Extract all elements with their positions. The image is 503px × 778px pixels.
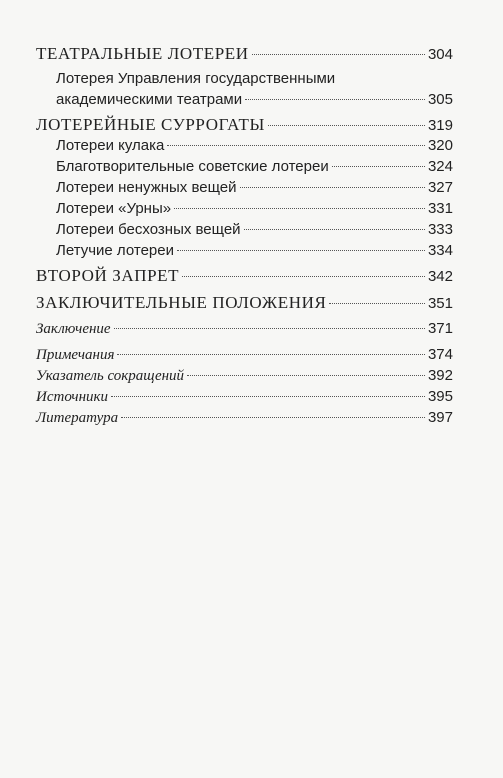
- toc-part-second-ban: [36, 266, 453, 286]
- toc-chapter: [56, 137, 453, 154]
- leader-dots: [187, 374, 425, 376]
- toc-page-number: 334: [427, 242, 453, 259]
- toc-chapter-title: Лотереи бесхозных вещей: [56, 221, 241, 238]
- toc-chapter-theatre-management-lottery: [56, 68, 453, 110]
- toc-page-number: 320: [427, 137, 453, 154]
- toc-entry-title: Заключение: [36, 321, 111, 337]
- toc-abbreviations: [36, 367, 453, 385]
- leader-dots: [121, 416, 425, 418]
- leader-dots: [174, 207, 425, 209]
- toc-conclusion: [36, 320, 453, 338]
- toc-part-title: ЛОТЕРЕЙНЫЕ СУРРОГАТЫ: [36, 115, 265, 134]
- toc-page-number: 324: [427, 158, 453, 175]
- toc-chapter-title: Лотереи «Урны»: [56, 200, 172, 217]
- leader-dots: [240, 186, 425, 188]
- leader-dots: [117, 353, 425, 355]
- toc-page-number: 351: [427, 295, 453, 312]
- toc-part-lottery-surrogates: [36, 115, 453, 135]
- toc-chapter: [56, 200, 453, 217]
- toc-page-number: 333: [427, 221, 453, 238]
- toc-entry-title: Источники: [36, 389, 109, 405]
- leader-dots: [114, 327, 425, 329]
- leader-dots: [268, 124, 425, 126]
- toc-page-number: 395: [427, 388, 453, 405]
- toc-page-number: 371: [427, 320, 453, 337]
- toc-part-title: ЗАКЛЮЧИТЕЛЬНЫЕ ПОЛОЖЕНИЯ: [36, 293, 327, 312]
- toc-part-theatre-lotteries: [36, 44, 453, 64]
- leader-dots: [244, 228, 425, 230]
- toc-literature: [36, 409, 453, 427]
- toc-chapter-title: Лотереи ненужных вещей: [56, 179, 237, 196]
- leader-dots: [177, 249, 425, 251]
- leader-dots: [332, 165, 425, 167]
- toc-chapter-title-line2: академическими театрами: [56, 91, 243, 108]
- toc-page-number: 327: [427, 179, 453, 196]
- toc-chapter-title: Лотереи кулака: [56, 137, 165, 154]
- toc-page-number: 374: [427, 346, 453, 363]
- toc-page-number: 342: [427, 268, 453, 285]
- toc-entry-title: Указатель сокращений: [36, 368, 185, 384]
- toc-part-final-provisions: [36, 293, 453, 313]
- toc-part-title: ВТОРОЙ ЗАПРЕТ: [36, 266, 180, 285]
- toc-part-title: ТЕАТРАЛЬНЫЕ ЛОТЕРЕИ: [36, 44, 249, 63]
- leader-dots: [252, 53, 425, 55]
- toc-chapter: [56, 242, 453, 259]
- toc-chapter: [56, 179, 453, 196]
- toc-notes: [36, 346, 453, 364]
- leader-dots: [167, 144, 425, 146]
- leader-dots: [182, 275, 425, 277]
- toc-chapter: [56, 221, 453, 238]
- toc-page-number: 304: [427, 46, 453, 63]
- leader-dots: [111, 395, 425, 397]
- toc-page-number: 397: [427, 409, 453, 426]
- toc-chapter-title: Летучие лотереи: [56, 242, 174, 259]
- toc-chapter-title: Благотворительные советские лотереи: [56, 158, 329, 175]
- toc-chapter-title-line1: Лотерея Управления государственными: [56, 70, 336, 87]
- toc-sources: [36, 388, 453, 406]
- toc-page-number: 392: [427, 367, 453, 384]
- toc-page-number: 305: [427, 91, 453, 108]
- toc-page-number: 331: [427, 200, 453, 217]
- toc-chapter: [56, 158, 453, 175]
- toc-entry-title: Литература: [36, 410, 119, 426]
- toc-page-number: 319: [427, 117, 453, 134]
- leader-dots: [329, 302, 425, 304]
- toc-entry-title: Примечания: [36, 347, 115, 363]
- leader-dots: [245, 98, 425, 100]
